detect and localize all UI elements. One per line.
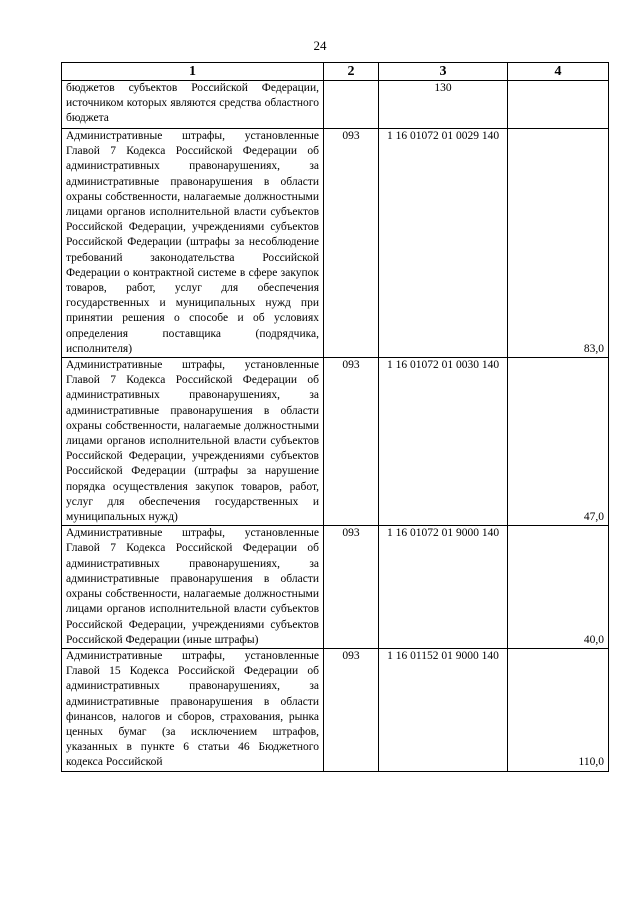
row-budget-code: 1 16 01072 01 9000 140 (379, 526, 508, 649)
row-budget-code: 1 16 01072 01 0029 140 (379, 129, 508, 358)
table-row (62, 648, 609, 771)
row-admin-code: 093 (324, 358, 379, 526)
row-description: бюджетов субъектов Российской Федерации, источником которых являются средства областного бюджета (62, 81, 324, 129)
row-admin-code: 093 (324, 648, 379, 771)
row-amount: 110,0 (508, 648, 609, 771)
row-amount: 47,0 (508, 358, 609, 526)
row-description: Административные штрафы, установленные Главой 15 Кодекса Российской Федерации об административных правонарушениях, за административные правонарушения в области финансов, налогов и сборов, страхования, рынка ценных бумаг (за исключением штрафов, указанных в пункте 6 статьи 46 Бюджетного кодекса Российской (62, 648, 324, 771)
row-admin-code: 093 (324, 526, 379, 649)
row-budget-code: 1 16 01072 01 0030 140 (379, 358, 508, 526)
row-description: Административные штрафы, установленные Главой 7 Кодекса Российской Федерации об административных правонарушениях, за административные правонарушения в области охраны собственности, налагаемые должностными лицами органов исполнительной власти субъектов Российской Федерации, учреждениями субъектов Российской Федерации (штрафы за несоблюдение требований законодательства Российской Федерации о контрактной системе в сфере закупок товаров, работ, услуг для обеспечения государственных и муниципальных нужд при принятии решения о способе и об условиях определения поставщика (подрядчика, исполнителя) (62, 129, 324, 358)
page-number: 24 (313, 38, 327, 53)
column-header-3: 3 (379, 63, 508, 81)
column-header-2: 2 (324, 63, 379, 81)
table-row (62, 129, 609, 358)
row-description: Административные штрафы, установленные Главой 7 Кодекса Российской Федерации об административных правонарушениях, за административные правонарушения в области охраны собственности, налагаемые должностными лицами органов исполнительной власти субъектов Российской Федерации, учреждениями субъектов Российской Федерации (штрафы за нарушение порядка осуществления закупок товаров, работ, услуг для обеспечения государственных и муниципальных нужд) (62, 358, 324, 526)
row-amount: 40,0 (508, 526, 609, 649)
table-row (62, 81, 609, 129)
row-budget-code: 130 (379, 81, 508, 129)
table-row (62, 358, 609, 526)
budget-table (61, 62, 609, 772)
row-description: Административные штрафы, установленные Главой 7 Кодекса Российской Федерации об административных правонарушениях, за административные правонарушения в области охраны собственности, налагаемые должностными лицами органов исполнительной власти субъектов Российской Федерации, учреждениями субъектов Российской Федерации (иные штрафы) (62, 526, 324, 649)
table-row (62, 526, 609, 649)
row-amount (508, 81, 609, 129)
row-admin-code: 093 (324, 129, 379, 358)
row-budget-code: 1 16 01152 01 9000 140 (379, 648, 508, 771)
row-amount: 83,0 (508, 129, 609, 358)
table-header-row (62, 63, 609, 81)
row-admin-code (324, 81, 379, 129)
column-header-4: 4 (508, 63, 609, 81)
column-header-1: 1 (62, 63, 324, 81)
